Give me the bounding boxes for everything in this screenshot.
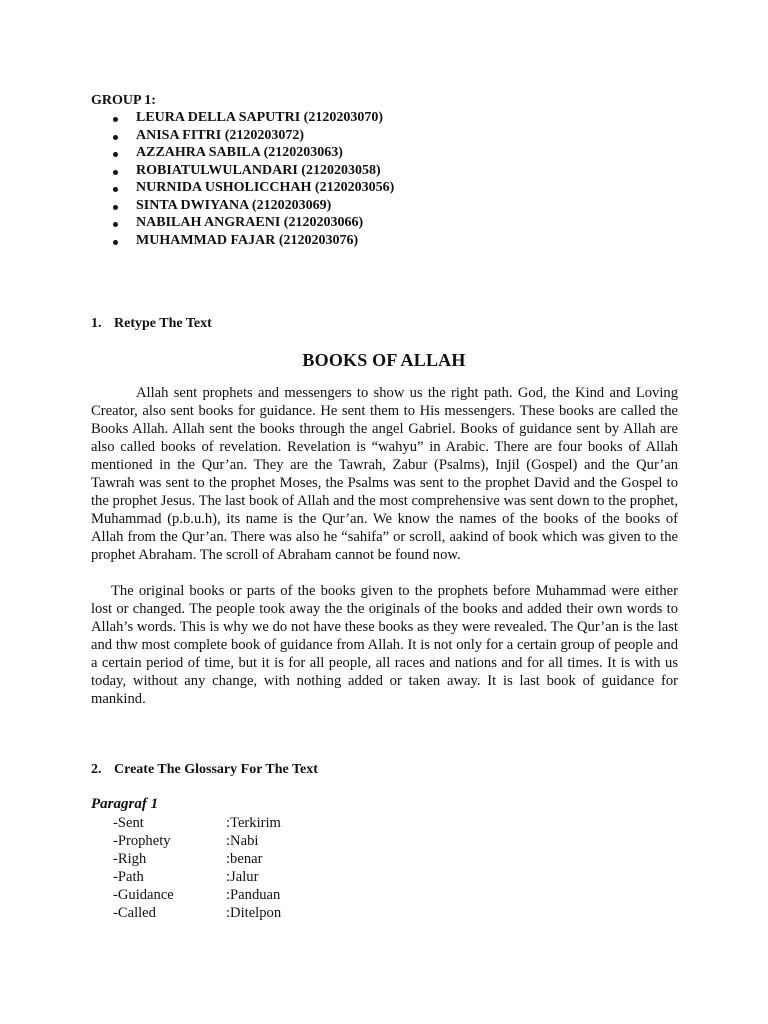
bullet-icon: [113, 205, 118, 210]
member-name: SINTA DWIYANA (2120203069): [136, 197, 332, 213]
section-heading-retype: [91, 316, 212, 332]
member-name: LEURA DELLA SAPUTRI (2120203070): [136, 110, 383, 125]
section-number: 2.: [91, 762, 102, 777]
glossary-definition: :benar: [226, 851, 263, 867]
section-heading-text: Retype The Text: [114, 316, 212, 331]
glossary-paragraph-label: Paragraf 1: [91, 796, 159, 812]
member-name: MUHAMMAD FAJAR (2120203076): [136, 232, 359, 248]
bullet-icon: [113, 240, 118, 245]
member-name: NURNIDA USHOLICCHAH (2120203056): [136, 180, 395, 195]
glossary-definition: :Panduan: [226, 887, 281, 903]
member-item: [0, 180, 600, 198]
glossary-term: -Guidance: [113, 887, 174, 903]
group-title: GROUP 1:: [91, 93, 156, 108]
glossary-definition: :Ditelpon: [226, 905, 282, 921]
bullet-icon: [113, 170, 118, 175]
member-name: AZZAHRA SABILA (2120203063): [136, 145, 343, 160]
glossary-term: -Righ: [113, 851, 147, 867]
glossary-term: -Path: [113, 869, 144, 885]
section-heading-text: Create The Glossary For The Text: [114, 762, 318, 777]
body-paragraph: Allah sent prophets and messengers to show us the right path. God, the Kind and Loving Creator, also sent books for guidance. He sent them to His messengers. These books are called the Books Allah. Allah sent the books through the angel Gabriel. Books of guidance sent by Allah are also called books of revelation. Revelation is “wahyu” in Arabic. There are four books of Allah mentioned in the Qur’an. They are the Tawrah, Zabur (Psalms), Injil (Gospel) and the Qur’an Tawrah was sent to the prophet Moses, the Psalms was sent to the prophet David and the Gospel to the prophet Jesus. The last book of Allah and the most comprehensive was sent down to the prophet, Muhammad (p.b.u.h), its name is the Qur’an. We know the names of the books of the books of Allah from the Qur’an. There was also he “sahifa” or scroll, aakind of book which was given to the prophet Abraham. The scroll of Abraham cannot be found now.: [91, 385, 678, 563]
member-item: [0, 128, 600, 146]
glossary-definition: :Nabi: [226, 833, 259, 849]
document-title: BOOKS OF ALLAH: [302, 350, 466, 370]
section-number: 1.: [91, 316, 102, 331]
member-item: [0, 215, 600, 233]
section-heading-glossary: [91, 762, 318, 778]
member-item: [0, 233, 600, 251]
bullet-icon: [113, 135, 118, 140]
glossary-definition: :Terkirim: [226, 815, 281, 831]
member-item: [0, 110, 600, 128]
member-item: [0, 198, 600, 216]
bullet-icon: [113, 222, 118, 227]
glossary-term: -Sent: [113, 815, 144, 831]
bullet-icon: [113, 117, 118, 122]
glossary-definition: :Jalur: [226, 869, 259, 885]
member-item: [0, 145, 600, 163]
bullet-icon: [113, 152, 118, 157]
member-item: [0, 163, 600, 181]
member-name: ANISA FITRI (2120203072): [136, 127, 305, 143]
glossary-term: -Called: [113, 905, 156, 921]
member-name: NABILAH ANGRAENI (2120203066): [136, 215, 364, 230]
glossary-term: -Prophety: [113, 833, 171, 849]
member-name: ROBIATULWULANDARI (2120203058): [136, 162, 381, 178]
bullet-icon: [113, 187, 118, 192]
body-paragraph: The original books or parts of the books given to the prophets before Muhammad were either lost or changed. The people took away the the originals of the books and added their own words to Allah’s words. This is why we do not have these books as they were revealed. The Qur’an is the last and thw most complete book of guidance from Allah. It is not only for a certain group of people and a certain period of time, but it is for all people, all races and nations and for all times. It is with us today, without any change, with nothing added or taken away. It is last book of guidance for mankind.: [91, 583, 678, 707]
